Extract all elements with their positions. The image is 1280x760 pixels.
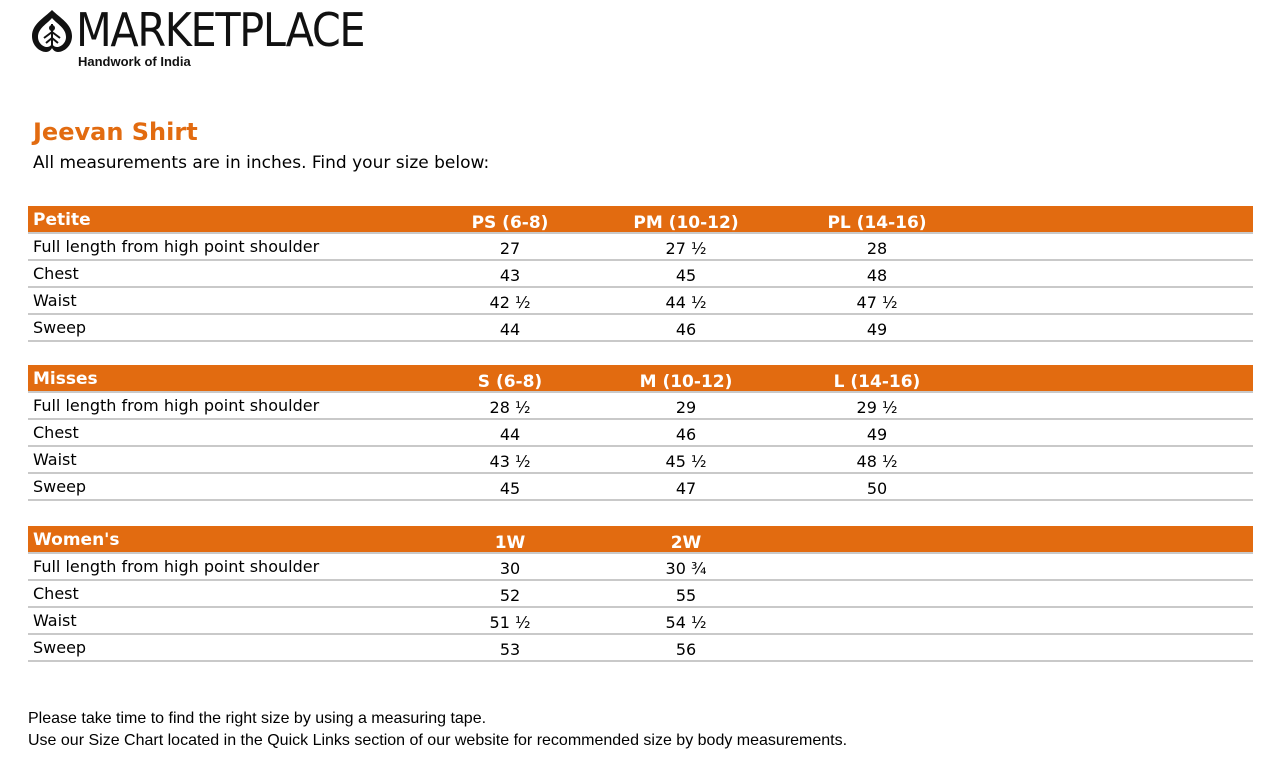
- header-cell: L (14-16): [833, 372, 921, 392]
- table-row: [28, 608, 1253, 635]
- table-row: [28, 288, 1253, 315]
- header-cell: Misses: [33, 369, 98, 389]
- table-header: [28, 206, 1253, 234]
- row-label: Chest: [33, 423, 79, 442]
- row-label: Full length from high point shoulder: [33, 557, 320, 576]
- table-cell: 30 ¾: [665, 559, 707, 578]
- table-cell: 49: [866, 320, 888, 339]
- footer-note-measuring: Please take time to find the right size by using a measuring tape.: [28, 710, 487, 727]
- page-title: Jeevan Shirt: [33, 118, 198, 146]
- row-label: Waist: [33, 450, 77, 469]
- table-cell: 49: [866, 425, 888, 444]
- brand-name: MARKETPLACE: [76, 3, 365, 57]
- brand-logo: [30, 3, 430, 70]
- header-cell: M (10-12): [639, 372, 733, 392]
- table-cell: 53: [499, 640, 521, 659]
- row-label: Chest: [33, 584, 79, 603]
- table-cell: 48: [866, 266, 888, 285]
- table-cell: 46: [675, 425, 697, 444]
- table-cell: 45: [499, 479, 521, 498]
- table-row: [28, 315, 1253, 342]
- table-cell: 27 ½: [665, 239, 707, 258]
- table-cell: 47 ½: [856, 293, 898, 312]
- size-table-petite: [28, 206, 1253, 342]
- table-cell: 30: [499, 559, 521, 578]
- header-cell: PS (6-8): [471, 213, 549, 233]
- table-cell: 44: [499, 320, 521, 339]
- header-cell: 2W: [670, 533, 702, 553]
- table-cell: 50: [866, 479, 888, 498]
- table-cell: 55: [675, 586, 697, 605]
- table-cell: 28 ½: [489, 398, 531, 417]
- table-cell: 44: [499, 425, 521, 444]
- table-cell: 47: [675, 479, 697, 498]
- row-label: Waist: [33, 291, 77, 310]
- table-cell: 46: [675, 320, 697, 339]
- table-cell: 42 ½: [489, 293, 531, 312]
- table-row: [28, 447, 1253, 474]
- row-label: Chest: [33, 264, 79, 283]
- table-row: [28, 581, 1253, 608]
- table-cell: 29: [675, 398, 697, 417]
- header-cell: Petite: [33, 210, 91, 230]
- table-cell: 54 ½: [665, 613, 707, 632]
- table-row: [28, 234, 1253, 261]
- table-header: [28, 365, 1253, 393]
- size-table-misses: [28, 365, 1253, 501]
- table-cell: 43 ½: [489, 452, 531, 471]
- header-cell: 1W: [494, 533, 526, 553]
- table-cell: 43: [499, 266, 521, 285]
- table-cell: 44 ½: [665, 293, 707, 312]
- table-cell: 52: [499, 586, 521, 605]
- table-cell: 27: [499, 239, 521, 258]
- table-row: [28, 393, 1253, 420]
- footer-note-size-chart: Use our Size Chart located in the Quick Links section of our website for recommended size by body measurements.: [28, 732, 848, 749]
- leaf-logo-icon: [30, 8, 74, 56]
- size-table-womens: [28, 526, 1253, 662]
- table-row: [28, 420, 1253, 447]
- table-row: [28, 554, 1253, 581]
- table-cell: 45 ½: [665, 452, 707, 471]
- table-cell: 51 ½: [489, 613, 531, 632]
- header-cell: Women's: [33, 530, 120, 550]
- row-label: Sweep: [33, 318, 87, 337]
- row-label: Sweep: [33, 477, 87, 496]
- table-header: [28, 526, 1253, 554]
- table-cell: 45: [675, 266, 697, 285]
- header-cell: PL (14-16): [827, 213, 927, 233]
- table-cell: 56: [675, 640, 697, 659]
- page-subtitle: All measurements are in inches. Find your size below:: [33, 153, 490, 173]
- table-row: [28, 474, 1253, 501]
- table-cell: 48 ½: [856, 452, 898, 471]
- table-row: [28, 635, 1253, 662]
- header-cell: S (6-8): [477, 372, 543, 392]
- table-cell: 28: [866, 239, 888, 258]
- row-label: Waist: [33, 611, 77, 630]
- header-cell: PM (10-12): [633, 213, 739, 233]
- table-row: [28, 261, 1253, 288]
- row-label: Sweep: [33, 638, 87, 657]
- table-cell: 29 ½: [856, 398, 898, 417]
- brand-tagline: Handwork of India: [78, 54, 191, 69]
- row-label: Full length from high point shoulder: [33, 396, 320, 415]
- row-label: Full length from high point shoulder: [33, 237, 320, 256]
